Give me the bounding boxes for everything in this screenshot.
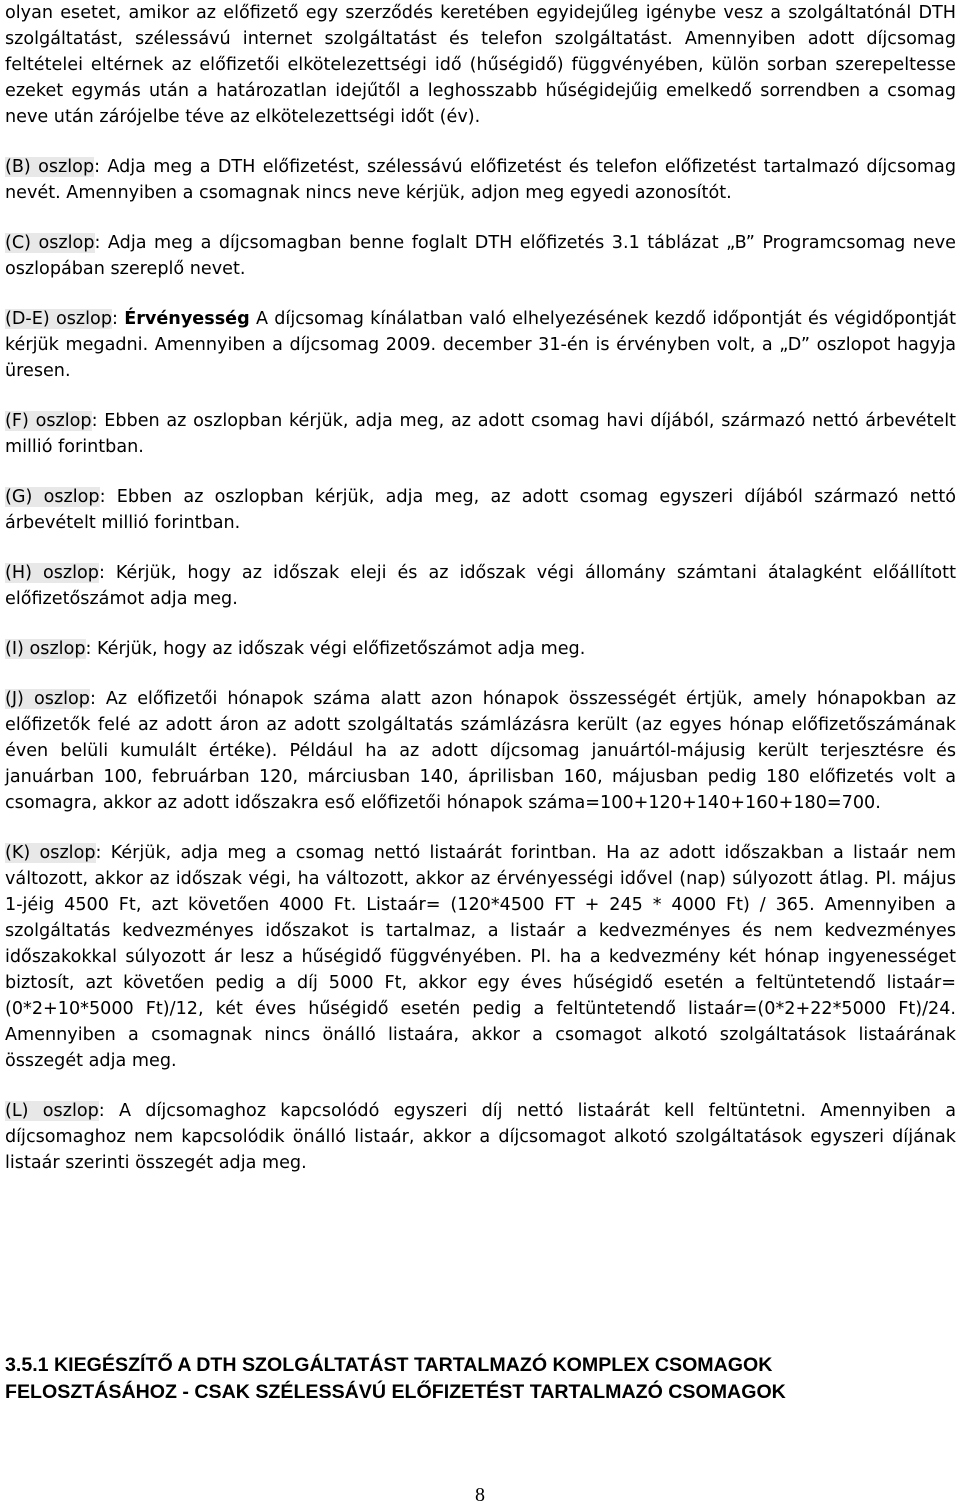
column-h-paragraph bbox=[5, 560, 956, 612]
column-c-paragraph bbox=[5, 230, 956, 282]
section-heading bbox=[5, 1352, 956, 1406]
column-text: : Ebben az oszlopban kérjük, adja meg, az adott csomag havi díjából, származó nettó árbevételt millió forintban. bbox=[5, 411, 956, 457]
column-label: (I) oszlop bbox=[5, 639, 86, 659]
column-label: (G) oszlop bbox=[5, 487, 100, 507]
column-bold-term: Érvényesség bbox=[124, 309, 250, 329]
column-de-paragraph: (D-E) oszlop: Érvényesség A díjcsomag kínálatban való elhelyezésének kezdő időpontját és végidőpontját kérjük megadni. Amennyiben a díjcsomag 2009. december 31-én is érvényben volt, a „D” oszlopot hagyja üresen. bbox=[5, 309, 956, 381]
column-label: (D-E) oszlop bbox=[5, 309, 112, 329]
document-body bbox=[5, 0, 956, 1200]
intro-paragraph: olyan esetet, amikor az előfizető egy szerződés keretében egyidejűleg igénybe vesz a szolgáltatónál DTH szolgáltatást, szélessávú internet szolgáltatást és telefon szolgáltatást. Amennyiben adott díjcsomag feltételei eltérnek az előfizetői elkötelezettségi idő (hűségidő) függvényében, külön sorban szerepeltesse ezeket egymás után a határozatlan idejűtől a leghosszabb hűségidejűig emelkedő sorrendben a csomag neve után zárójelbe téve az elkötelezettségi időt (év). bbox=[5, 3, 956, 127]
column-k-paragraph bbox=[5, 840, 956, 1074]
section-heading-line-2: FELOSZTÁSÁHOZ - CSAK SZÉLESSÁVÚ ELŐFIZETÉST TARTALMAZÓ CSOMAGOK bbox=[5, 1381, 786, 1403]
column-b-paragraph bbox=[5, 154, 956, 206]
column-text: : A díjcsomaghoz kapcsolódó egyszeri díj nettó listaárát kell feltüntetni. Amennyiben a díjcsomaghoz nem kapcsolódik önálló listaár, akkor a díjcsomagot alkotó szolgáltatások egyszeri díjának listaár szerinti összegét adja meg. bbox=[5, 1101, 957, 1173]
column-g-paragraph bbox=[5, 484, 956, 536]
column-f-paragraph bbox=[5, 408, 956, 460]
page-number: 8 bbox=[475, 1484, 485, 1506]
column-j-paragraph bbox=[5, 686, 956, 816]
column-text: : Ebben az oszlopban kérjük, adja meg, az adott csomag egyszeri díjából származó nettó árbevételt millió forintban. bbox=[5, 487, 956, 533]
column-label: (K) oszlop bbox=[5, 843, 96, 863]
column-label: (L) oszlop bbox=[5, 1101, 99, 1121]
column-text: : Adja meg a DTH előfizetést, szélessávú előfizetést és telefon előfizetést tartalmazó díjcsomag nevét. Amennyiben a csomagnak nincs neve kérjük, adjon meg egyedi azonosítót. bbox=[5, 157, 956, 203]
column-label: (C) oszlop bbox=[5, 233, 95, 253]
column-label: (J) oszlop bbox=[5, 689, 90, 709]
section-heading-line-1: 3.5.1 KIEGÉSZÍTŐ A DTH SZOLGÁLTATÁST TARTALMAZÓ KOMPLEX CSOMAGOK bbox=[5, 1354, 773, 1376]
column-l-paragraph bbox=[5, 1098, 956, 1176]
column-i-paragraph bbox=[5, 636, 956, 662]
column-text: : Kérjük, hogy az időszak végi előfizetőszámot adja meg. bbox=[85, 639, 586, 659]
column-text: A díjcsomag kínálatban való elhelyezésének kezdő időpontját és végidőpontját kérjük megadni. Amennyiben a díjcsomag 2009. december 31-én is érvényben volt, a „D” oszlopot hagyja üresen. bbox=[5, 309, 956, 381]
column-label: (H) oszlop bbox=[5, 563, 99, 583]
column-text: : Kérjük, hogy az időszak eleji és az időszak végi állomány számtani átalagként előállított előfizetőszámot adja meg. bbox=[5, 563, 956, 609]
column-label: (F) oszlop bbox=[5, 411, 92, 431]
column-text: : Kérjük, adja meg a csomag nettó listaárát forintban. Ha az adott időszakban a listaár nem változott, akkor az időszak végi, ha változott, akkor az érvényességi idővel (nap) súlyozott átlag. Pl. május 1-jéig 4500 Ft, azt követően 4000 Ft. Listaár= (120*4500 FT + 245 * 4000 Ft) / 365. Amennyiben a szolgáltatás kedvezményes időszakot is tartalmaz, a listaár a kedvezményes és nem kedvezményes időszakokkal súlyozott ár lesz a hűségidő függvényében. Pl. ha a kedvezmény két hónap ingyenességet biztosít, azt követően pedig a díj 5000 Ft, akkor egy éves hűségidő esetén a feltüntetendő listaár=(0*2+10*5000 Ft)/12, két éves hűségidő esetén pedig a feltüntetendő listaár=(0*2+22*5000 Ft)/24. Amennyiben a csomagnak nincs önálló listaára, akkor a csomagot alkotó szolgáltatások listaárának összegét adja meg. bbox=[5, 843, 956, 1071]
column-text: : Az előfizetői hónapok száma alatt azon hónapok összességét értjük, amely hónapokban az előfizetők felé az adott áron az adott szolgáltatás számlázásra került (az egyes hónap előfizetőszámának éven belüli kumulált értéke). Például ha az adott díjcsomag januártól-májusig került terjesztésre és januárban 100, februárban 120, márciusban 140, áprilisban 160, májusban pedig 180 előfizetés volt a csomagra, akkor az adott időszakra eső előfizetői hónapok száma=100+120+140+160+180=700. bbox=[5, 689, 956, 813]
column-label: (B) oszlop bbox=[5, 157, 95, 177]
column-text: : Adja meg a díjcsomagban benne foglalt DTH előfizetés 3.1 táblázat „B” Programcsomag neve oszlopában szereplő nevet. bbox=[5, 233, 957, 279]
